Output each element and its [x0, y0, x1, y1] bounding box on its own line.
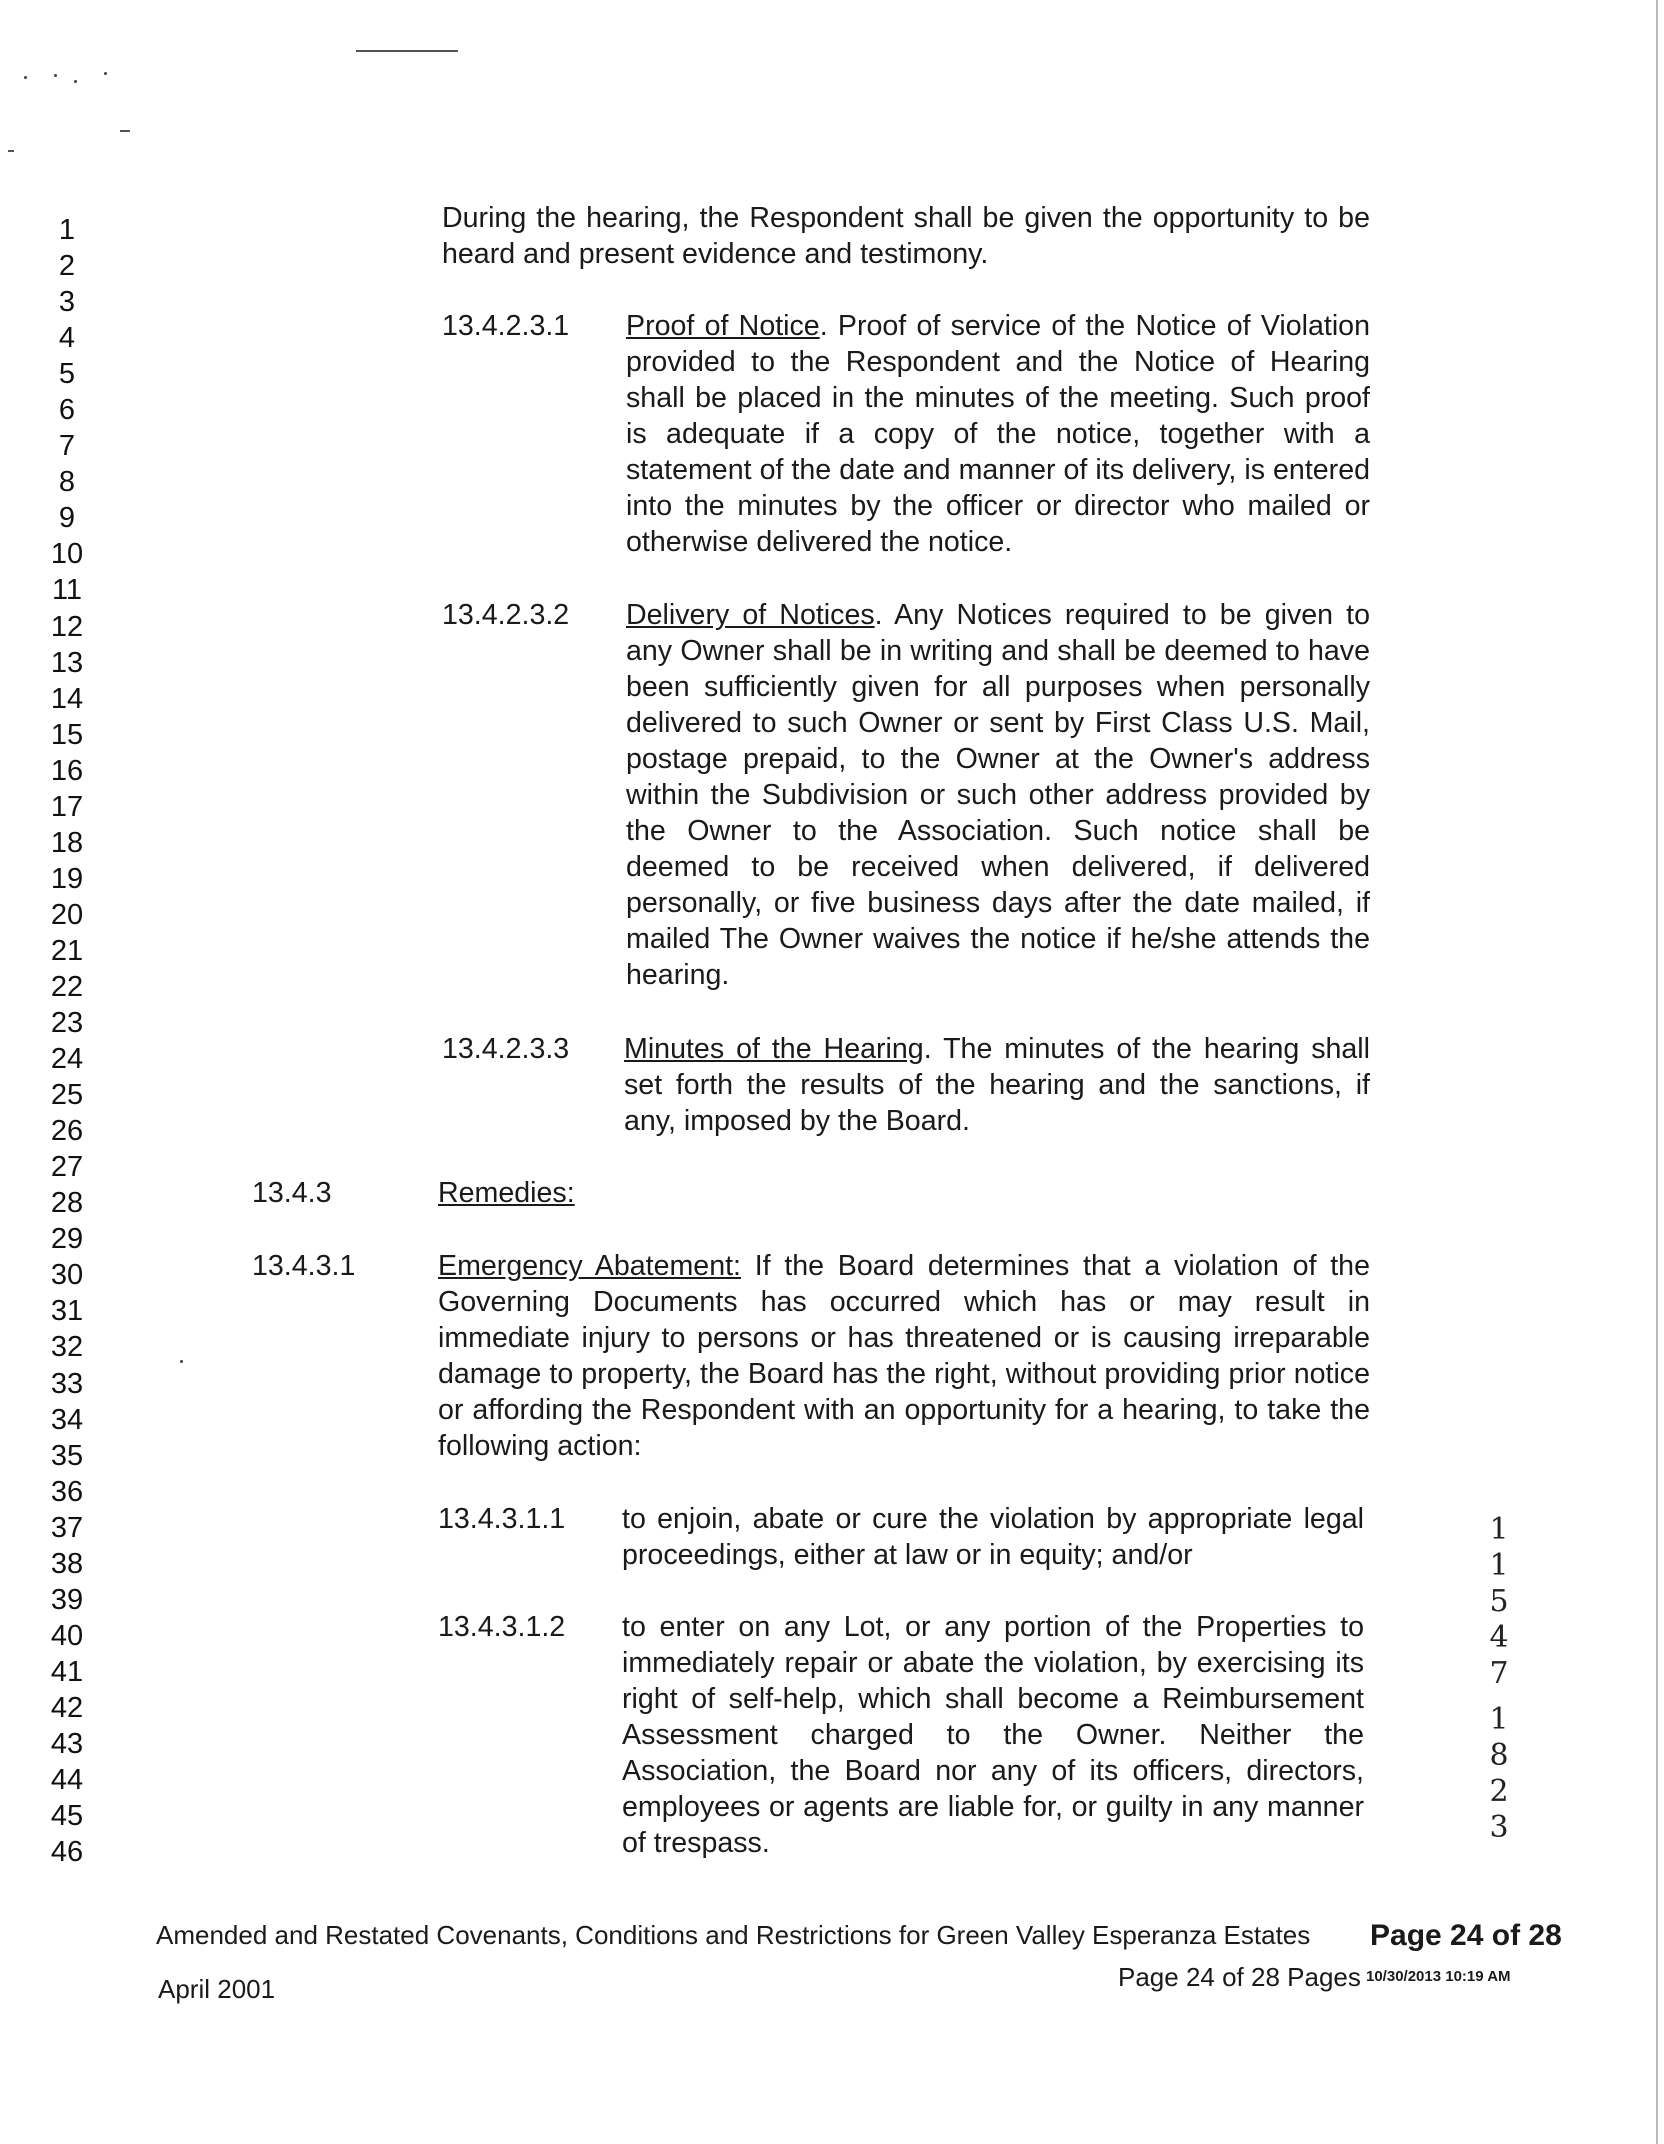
section-text: to enter on any Lot, or any portion of the Properties to immediately repair or abate the violation, by exercising its right of self-help, which shall become a Reimbursement Assessment charged to the Owner. Neither the Association, the Board nor any of its officers, directors, employees or agents are liable for, or guilty in any manner of trespass.: [622, 1611, 1364, 1860]
line-number: 17: [50, 790, 84, 823]
hearing-intro-paragraph: [442, 200, 1370, 272]
delivery-of-notices-paragraph: [626, 597, 1370, 994]
line-number: 13: [50, 646, 84, 679]
scan-mark: [24, 76, 27, 79]
line-number: 16: [50, 754, 84, 787]
line-number: 3: [58, 286, 76, 319]
line-number: 30: [50, 1259, 84, 1292]
section-number: 13.4.3.1.2: [438, 1611, 566, 1643]
self-help-paragraph: [622, 1609, 1364, 1861]
line-number: 18: [50, 826, 84, 859]
line-number: 28: [50, 1187, 84, 1220]
line-number: 35: [50, 1439, 84, 1472]
line-number: 4: [58, 322, 76, 355]
emergency-abatement-paragraph: [438, 1248, 1370, 1464]
stamp-digit: 2: [1489, 1774, 1509, 1809]
section-number: 13.4.2.3.2: [442, 599, 570, 631]
line-number: 12: [50, 610, 84, 643]
line-number: 21: [50, 934, 84, 967]
line-numbers-column: [40, 212, 94, 1870]
line-number: 32: [50, 1331, 84, 1364]
section-heading: Delivery of Notices: [626, 599, 875, 631]
proof-of-notice-paragraph: [626, 308, 1370, 560]
line-number: 23: [50, 1007, 84, 1040]
minutes-of-hearing-paragraph: [624, 1031, 1370, 1139]
line-number: 10: [50, 538, 84, 571]
line-number: 27: [50, 1151, 84, 1184]
line-number: 39: [50, 1583, 84, 1616]
line-number: 2: [58, 250, 76, 283]
line-number: 24: [50, 1043, 84, 1076]
line-number: 41: [50, 1655, 84, 1688]
line-number: 26: [50, 1115, 84, 1148]
line-number: 45: [50, 1800, 84, 1833]
line-number: 34: [50, 1403, 84, 1436]
remedies-heading: Remedies:: [438, 1177, 575, 1209]
enjoin-paragraph: [622, 1501, 1364, 1573]
line-number: 11: [51, 574, 83, 607]
line-number: 8: [58, 466, 76, 499]
stamp-digit: 3: [1489, 1810, 1509, 1845]
section-text: If the Board determines that a violation of the Governing Documents has occurred which has or may result in immediate injury to persons or has threatened or is causing irreparable damage to property, the Board has the right, without providing prior notice or affording the Respondent with an opportunity for a hearing, to take the following action:: [438, 1250, 1370, 1463]
scan-mark: [104, 72, 107, 75]
hearing-intro-text: During the hearing, the Respondent shall be given the opportunity to be heard and present evidence and testimony.: [442, 202, 1370, 271]
line-number: 19: [50, 862, 84, 895]
section-text: . Proof of service of the Notice of Violation provided to the Respondent and the Notice of Hearing shall be placed in the minutes of the meeting. Such proof is adequate if a copy of the notice, together with a statement of the date and manner of its delivery, is entered into the minutes by the officer or director who mailed or otherwise delivered the notice.: [626, 310, 1370, 559]
scan-mark: [180, 1360, 183, 1363]
recording-number-stamp-top: [1484, 1512, 1514, 1692]
line-number: 33: [50, 1367, 84, 1400]
stamp-digit: 1: [1489, 1702, 1509, 1737]
stamp-digit: 4: [1489, 1620, 1509, 1655]
section-text: . The minutes of the hearing shall set forth the results of the hearing and the sanctions, if any, imposed by the Board.: [624, 1033, 1370, 1138]
section-number: 13.4.2.3.1: [442, 310, 570, 342]
section-number: 13.4.3.1.1: [438, 1503, 566, 1535]
section-text: to enjoin, abate or cure the violation by appropriate legal proceedings, either at law or in equity; and/or: [622, 1503, 1364, 1572]
stamp-digit: 8: [1489, 1738, 1509, 1773]
line-number: 44: [50, 1764, 84, 1797]
section-text: . Any Notices required to be given to any Owner shall be in writing and shall be deemed to have been sufficiently given for all purposes when personally delivered to such Owner or sent by First Class U.S. Mail, postage prepaid, to the Owner at the Owner's address within the Subdivision or such other address provided by the Owner to the Association. Such notice shall be deemed to be received when delivered, if delivered personally, or five business days after the date mailed, if mailed The Owner waives the notice if he/she attends the hearing.: [626, 599, 1370, 992]
line-number: 38: [50, 1547, 84, 1580]
line-number: 37: [50, 1511, 84, 1544]
section-heading: Minutes of the Hearing: [624, 1033, 924, 1065]
line-number: 14: [50, 682, 84, 715]
section-heading: Proof of Notice: [626, 310, 820, 342]
line-number: 6: [58, 394, 76, 427]
recording-number-stamp-bottom: [1484, 1702, 1514, 1846]
line-number: 15: [50, 718, 84, 751]
section-number: 13.4.3.1: [252, 1250, 356, 1282]
scan-mark: [120, 130, 130, 132]
page-edge: [1656, 0, 1658, 2144]
scan-mark: [74, 80, 77, 83]
line-number: 1: [58, 214, 76, 246]
line-number: 9: [58, 502, 76, 535]
line-number: 46: [50, 1836, 84, 1869]
recorder-timestamp: 10/30/2013 10:19 AM: [1366, 1968, 1511, 1985]
line-number: 20: [50, 898, 84, 931]
scan-mark: [8, 150, 14, 152]
section-number: 13.4.3: [252, 1177, 332, 1209]
footer-page-number: Page 24 of 28: [1370, 1919, 1562, 1952]
line-number: 40: [50, 1619, 84, 1652]
stamp-digit: 1: [1489, 1512, 1509, 1547]
section-heading: Emergency Abatement:: [438, 1250, 741, 1282]
scan-mark: [54, 74, 57, 77]
stamp-digit: 7: [1489, 1656, 1509, 1691]
recorder-page-count: Page 24 of 28 Pages: [1118, 1962, 1361, 1992]
line-number: 25: [50, 1079, 84, 1112]
line-number: 5: [58, 358, 76, 391]
line-number: 22: [50, 970, 84, 1003]
stamp-digit: 1: [1489, 1548, 1509, 1583]
line-number: 43: [50, 1727, 84, 1760]
section-number: 13.4.2.3.3: [442, 1033, 570, 1065]
line-number: 31: [50, 1295, 84, 1328]
line-number: 29: [50, 1223, 84, 1256]
footer-date: April 2001: [158, 1974, 276, 2004]
footer-document-title: Amended and Restated Covenants, Conditions and Restrictions for Green Valley Esperanza Estates: [156, 1920, 1311, 1950]
line-number: 36: [50, 1475, 84, 1508]
scan-mark: [356, 50, 458, 52]
line-number: 42: [50, 1691, 84, 1724]
stamp-digit: 5: [1489, 1584, 1509, 1619]
line-number: 7: [58, 430, 76, 463]
